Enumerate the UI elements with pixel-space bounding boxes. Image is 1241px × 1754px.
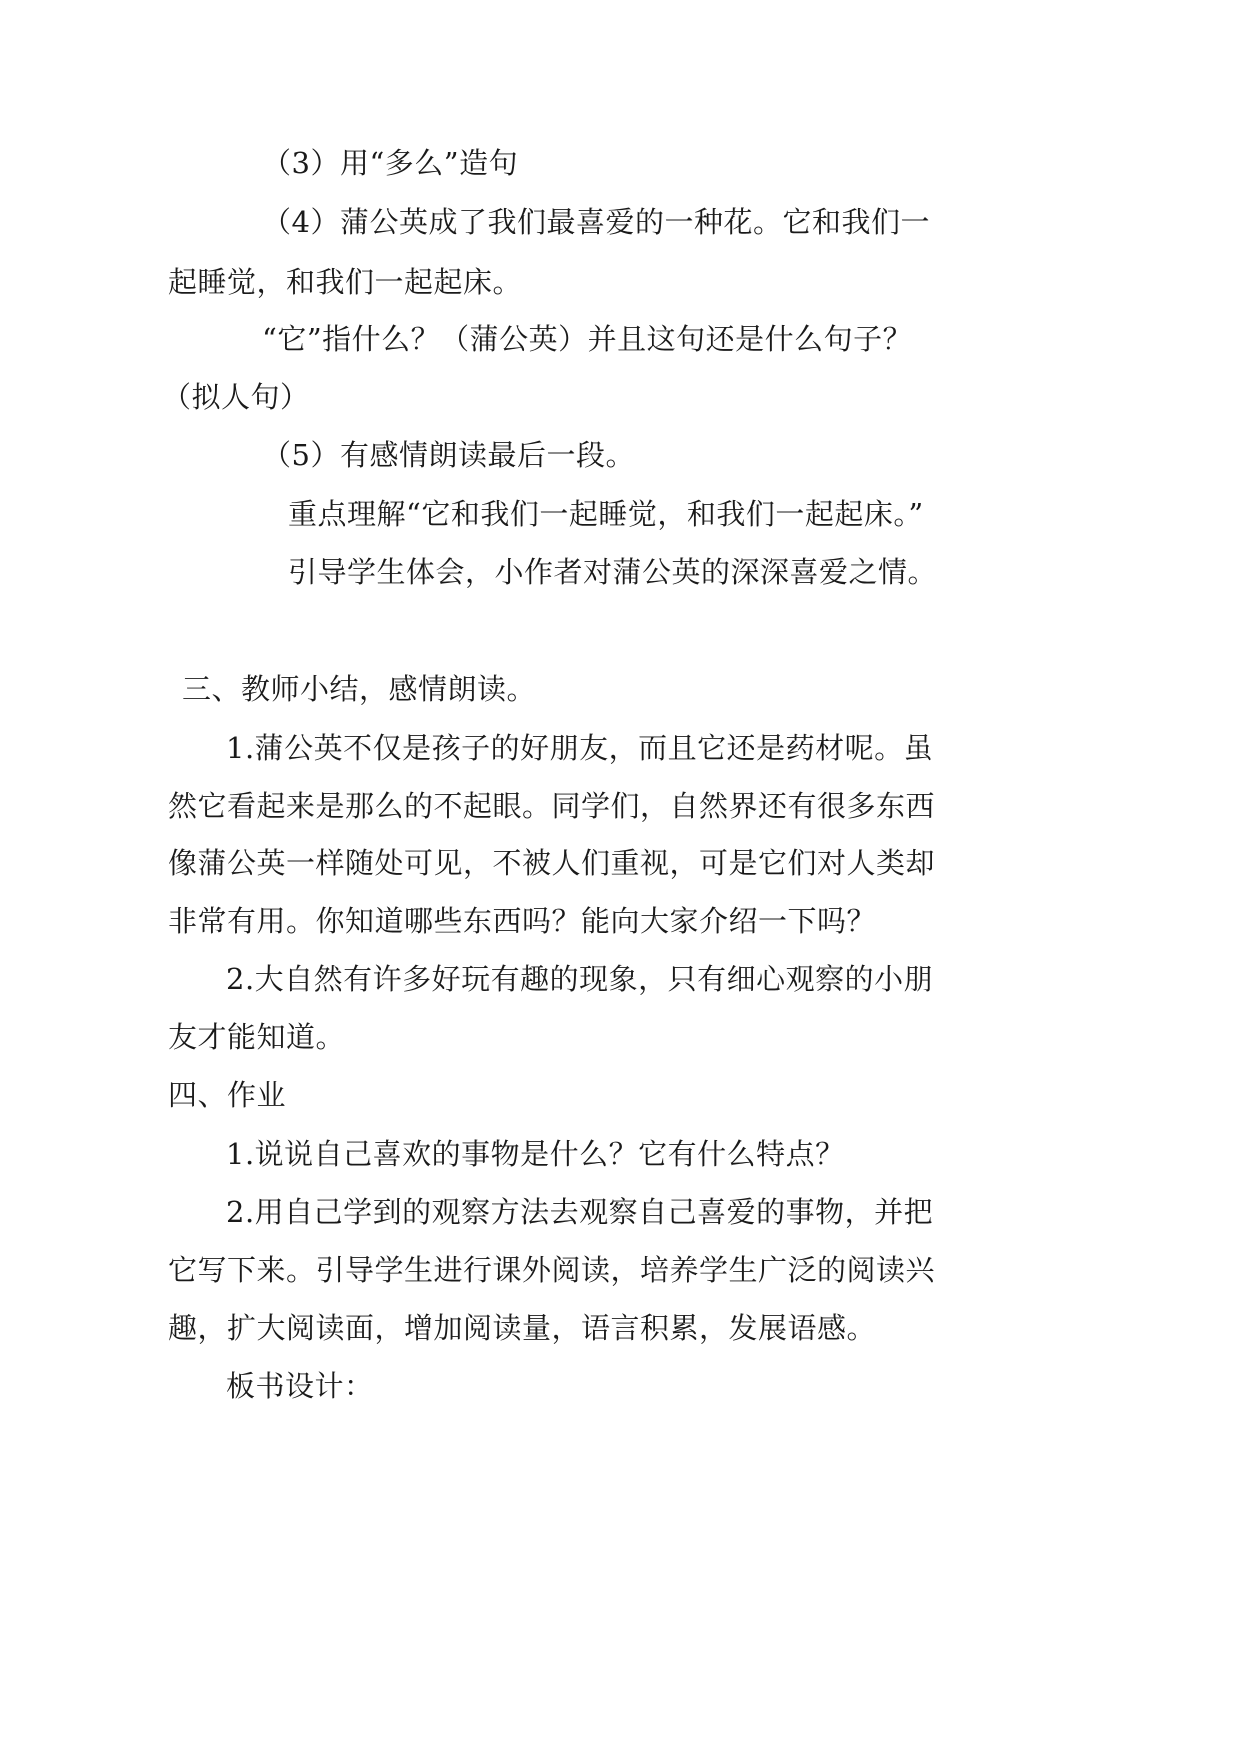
text-line-19: 板书设计：: [226, 1369, 374, 1403]
text-line-12: 非常有用。你知道哪些东西吗？能向大家介绍一下吗？: [168, 904, 877, 938]
text-line-9: 1.蒲公英不仅是孩子的好朋友，而且它还是药材呢。虽: [226, 731, 934, 765]
text-line-4: “它”指什么？（蒲公英）并且这句还是什么句子？: [262, 322, 913, 356]
text-line-18: 趣，扩大阅读面，增加阅读量，语言积累，发展语感。: [168, 1311, 877, 1345]
section-heading-homework: 四、作业: [168, 1078, 287, 1112]
text-line-6: （5）有感情朗读最后一段。: [262, 438, 635, 472]
text-line-2: （4）蒲公英成了我们最喜爱的一种花。它和我们一: [262, 205, 930, 239]
text-line-1: （3）用“多么”造句: [262, 146, 519, 180]
text-line-7: 重点理解“它和我们一起睡觉，和我们一起起床。”: [288, 497, 924, 531]
text-line-17: 它写下来。引导学生进行课外阅读，培养学生广泛的阅读兴: [168, 1253, 936, 1287]
text-line-5: （拟人句）: [162, 380, 310, 414]
text-line-3: 起睡觉，和我们一起起床。: [168, 265, 523, 299]
section-heading-summary: 三、教师小结，感情朗读。: [182, 672, 537, 706]
text-line-16: 2.用自己学到的观察方法去观察自己喜爱的事物，并把: [226, 1195, 934, 1229]
text-line-15: 1.说说自己喜欢的事物是什么？它有什么特点？: [226, 1137, 845, 1171]
text-line-13: 2.大自然有许多好玩有趣的现象，只有细心观察的小朋: [226, 962, 934, 996]
text-line-10: 然它看起来是那么的不起眼。同学们，自然界还有很多东西: [168, 789, 936, 823]
text-line-8: 引导学生体会，小作者对蒲公英的深深喜爱之情。: [288, 555, 938, 589]
text-line-14: 友才能知道。: [168, 1020, 346, 1054]
text-line-11: 像蒲公英一样随处可见，不被人们重视，可是它们对人类却: [168, 846, 936, 880]
